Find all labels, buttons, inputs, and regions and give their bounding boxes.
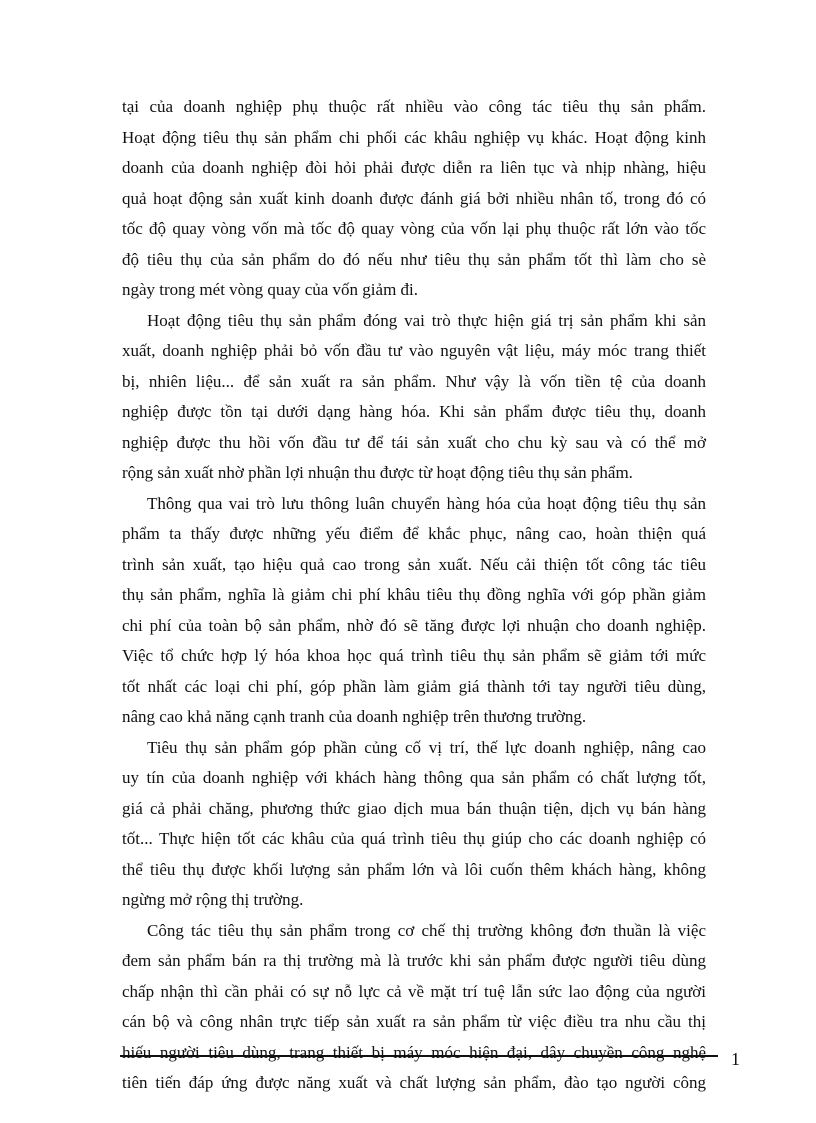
text-line: chi phí của toàn bộ sản phẩm, nhờ đó sẽ tăng được lợi nhuận cho doanh nghiệp. bbox=[122, 615, 706, 635]
text-line: uy tín của doanh nghiệp với khách hàng thông qua sản phẩm có chất lượng tốt, bbox=[122, 768, 706, 787]
text-line: Hoạt động tiêu thụ sản phẩm đóng vai trò thực hiện giá trị sản phẩm khi sản bbox=[147, 310, 706, 330]
text-line: giá cả phải chăng, phương thức giao dịch mua bán thuận tiện, dịch vụ bán hàng bbox=[122, 798, 706, 818]
page-number: 1 bbox=[731, 1049, 740, 1069]
text-line: nâng cao khả năng cạnh tranh của doanh nghiệp trên thương trường. bbox=[122, 707, 587, 726]
text-line: phẩm ta thấy được những yếu điểm để khắc phục, nâng cao, hoàn thiện quá bbox=[122, 524, 706, 543]
text-line: chấp nhận thì cần phải có sự nỗ lực cả về mặt trí tuệ lẫn sức lao động của người bbox=[122, 981, 706, 1001]
paragraph bbox=[122, 916, 706, 1099]
paragraph bbox=[122, 306, 706, 489]
text-line: ngừng mở rộng thị trường. bbox=[122, 890, 304, 909]
text-line: thể tiêu thụ được khối lượng sản phẩm lớn và lôi cuốn thêm khách hàng, không bbox=[122, 859, 706, 879]
text-line: tốc độ quay vòng vốn mà tốc độ quay vòng của vốn lại phụ thuộc rất lớn vào tốc bbox=[122, 219, 706, 238]
paragraph bbox=[122, 92, 706, 306]
text-line: trình sản xuất, tạo hiệu quả cao trong sản xuất. Nếu cải thiện tốt công tác tiêu bbox=[122, 554, 706, 574]
text-line: Hoạt động tiêu thụ sản phẩm chi phối các khâu nghiệp vụ khác. Hoạt động kinh bbox=[122, 127, 706, 147]
text-line: nghiệp được thu hồi vốn đầu tư để tái sản xuất cho chu kỳ sau và có thể mở bbox=[122, 432, 706, 452]
footer-rule bbox=[120, 1055, 718, 1057]
text-line: thụ sản phẩm, nghĩa là giảm chi phí khâu tiêu thụ đồng nghĩa với góp phần giảm bbox=[122, 585, 706, 604]
text-line: bị, nhiên liệu... để sản xuất ra sản phẩm. Như vậy là vốn tiền tệ của doanh bbox=[122, 371, 706, 391]
text-line: tại của doanh nghiệp phụ thuộc rất nhiều vào công tác tiêu thụ sản phẩm. bbox=[122, 97, 706, 116]
document-body bbox=[122, 92, 706, 1099]
text-line: tiên tiến đáp ứng được năng xuất và chất lượng sản phẩm, đào tạo người công bbox=[122, 1073, 706, 1092]
text-line: Việc tổ chức hợp lý hóa khoa học quá trình tiêu thụ sản phẩm sẽ giảm tới mức bbox=[122, 646, 706, 665]
text-line: Thông qua vai trò lưu thông luân chuyển hàng hóa của hoạt động tiêu thụ sản bbox=[147, 493, 706, 513]
text-line: hiếu người tiêu dùng, trang thiết bị máy móc hiện đại, dây chuyền công nghệ bbox=[122, 1042, 706, 1062]
text-line: cán bộ và công nhân trực tiếp sản xuất ra sản phẩm từ việc điều tra nhu cầu thị bbox=[122, 1012, 706, 1031]
text-line: doanh của doanh nghiệp đòi hỏi phải được diễn ra liên tục và nhịp nhàng, hiệu bbox=[122, 158, 706, 177]
text-line: tốt... Thực hiện tốt các khâu của quá trình tiêu thụ giúp cho các doanh nghiệp có bbox=[122, 829, 706, 848]
text-line: nghiệp được tồn tại dưới dạng hàng hóa. Khi sản phẩm được tiêu thụ, doanh bbox=[122, 402, 706, 421]
text-line: rộng sản xuất nhờ phần lợi nhuận thu được từ hoạt động tiêu thụ sản phẩm. bbox=[122, 463, 633, 482]
text-line: đem sản phẩm bán ra thị trường mà là trước khi sản phẩm được người tiêu dùng bbox=[122, 951, 706, 970]
text-line: xuất, doanh nghiệp phải bỏ vốn đầu tư vào nguyên vật liệu, máy móc trang thiết bbox=[122, 341, 706, 360]
text-line: Tiêu thụ sản phẩm góp phần củng cố vị trí, thế lực doanh nghiệp, nâng cao bbox=[147, 737, 706, 757]
text-line: Công tác tiêu thụ sản phẩm trong cơ chế thị trường không đơn thuần là việc bbox=[147, 920, 706, 940]
text-line: độ tiêu thụ của sản phẩm do đó nếu như tiêu thụ sản phẩm tốt thì làm cho sè bbox=[122, 249, 706, 269]
text-line: ngày trong mét vòng quay của vốn giảm đi. bbox=[122, 280, 419, 299]
text-line: quả hoạt động sản xuất kinh doanh được đánh giá bởi nhiều nhân tố, trong đó có bbox=[122, 188, 706, 208]
paragraph bbox=[122, 489, 706, 733]
text-line: tốt nhất các loại chi phí, góp phần làm giảm giá thành tới tay người tiêu dùng, bbox=[122, 676, 706, 696]
paragraph bbox=[122, 733, 706, 916]
